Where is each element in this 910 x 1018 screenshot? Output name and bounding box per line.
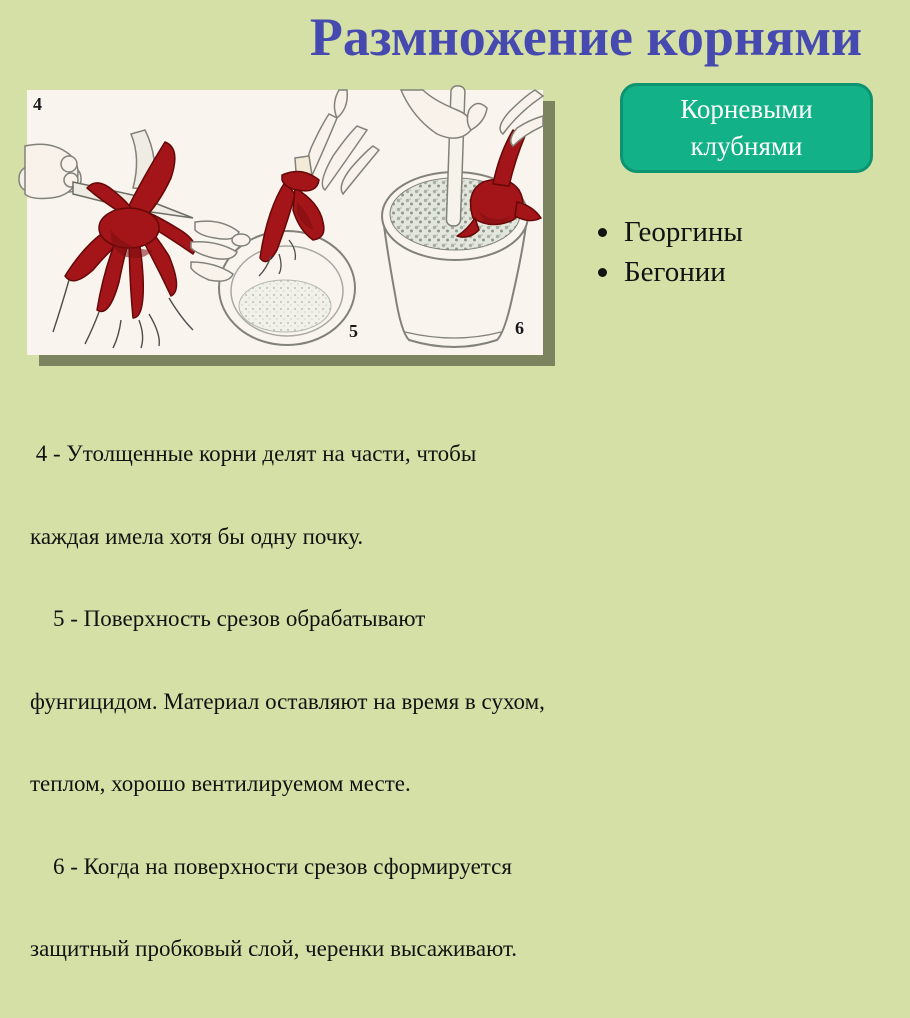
planting-hands xyxy=(401,90,543,146)
caption-line: фунгицидом. Материал оставляют на время в сухом, xyxy=(30,688,545,714)
caption-line: 4 - Утолщенные корни делят на части, чтобы xyxy=(30,441,477,466)
caption-line: 6 - Когда на поверхности срезов сформируется xyxy=(30,853,512,879)
bullet-dot xyxy=(598,268,607,277)
panel-label-6: 6 xyxy=(515,318,524,338)
panel-label-4: 4 xyxy=(33,94,42,114)
root-clump xyxy=(65,142,195,318)
badge-label-line1: Корневыми xyxy=(680,94,813,124)
badge-label-line2: клубнями xyxy=(690,131,803,161)
root-tubers-badge xyxy=(620,83,873,173)
fungicide-powder xyxy=(239,280,331,332)
list-item-begonii xyxy=(598,256,743,289)
list-item-label: Георгины xyxy=(624,216,743,248)
panel-divide-roots xyxy=(19,94,195,348)
page-title: Размножение корнями xyxy=(309,7,863,67)
panel-planting-pot xyxy=(382,86,543,347)
panel-fungicide-dish xyxy=(191,90,379,345)
caption-line: защитный пробковый слой, черенки высаживают. xyxy=(30,936,518,961)
plants-list xyxy=(598,216,743,296)
panel-label-5: 5 xyxy=(349,321,358,341)
bullet-dot xyxy=(598,228,607,237)
list-item-georginy xyxy=(598,216,743,249)
caption-line: каждая имела хотя бы одну почку. xyxy=(30,523,364,549)
propagation-figure xyxy=(27,90,543,355)
figure-caption xyxy=(30,385,590,1018)
caption-line: 5 - Поверхность срезов обрабатывают xyxy=(30,606,426,631)
list-item-label: Бегонии xyxy=(624,256,726,288)
propagation-illustration xyxy=(27,90,543,355)
hand-with-knife xyxy=(19,144,81,198)
caption-line: теплом, хорошо вентилируемом месте. xyxy=(30,771,411,796)
